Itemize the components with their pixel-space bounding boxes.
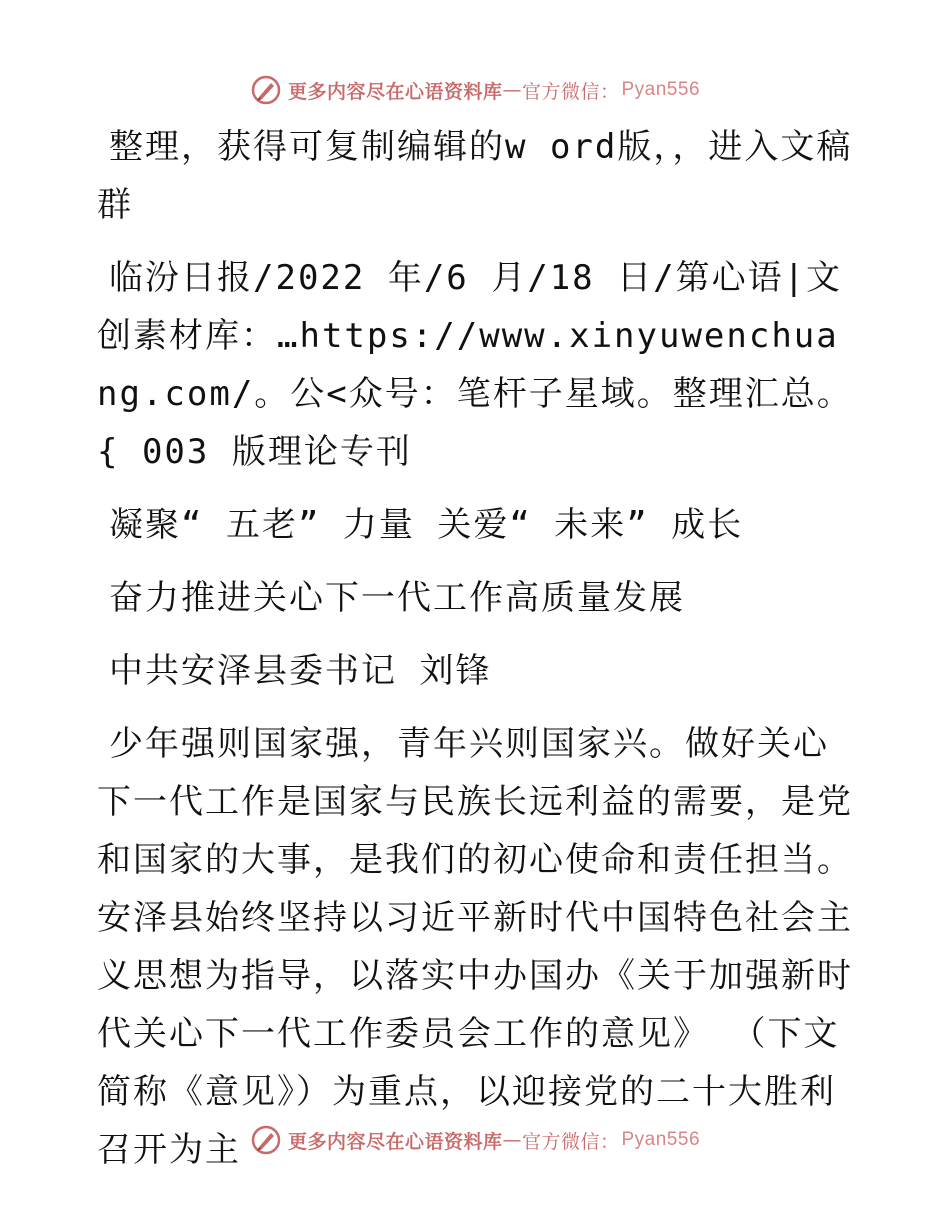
article-subtitle: 奋力推进关心下一代工作高质量发展 — [109, 578, 685, 618]
banner-separator: — — [502, 1129, 522, 1151]
pen-logo-icon — [250, 1124, 282, 1156]
banner-wechat-id: Pyan556 — [621, 79, 701, 100]
banner-text: 更多内容尽在心语资料库 — [287, 80, 503, 103]
paragraph-body: 少年强则国家强，青年兴则国家兴。做好关心下一代工作是国家与民族长远利益的需要，是党和国家的大事，是我们的初心使命和责任担当。安泽县始终坚持以习近平新时代中国特色社会主义思想为指导，以落实中办国办《关于加强新时代关心下一代工作委员会工作的意见》 （下文简称《意见》）为重点，以迎接党的二十大胜利召开为主 — [97, 724, 853, 1170]
article-author: 中共安泽县委书记 刘锋 — [109, 651, 492, 691]
banner-text: 更多内容尽在心语资料库 — [287, 1130, 503, 1153]
banner-separator: — — [502, 79, 522, 101]
footer-watermark-banner — [0, 1120, 950, 1160]
banner-wechat-label: 官方微信： — [521, 1130, 620, 1153]
paragraph-intro: 整理，获得可复制编辑的w ord版，，进入文稿群 — [97, 127, 853, 225]
paragraph-source: 临汾日报/2022 年/6 月/18 日/第心语|文创素材库：…https://www.xinyuwenchuang.com/。公<众号：笔杆子星域。整理汇总。{ 003 版理论专刊 — [97, 258, 853, 472]
banner-wechat-label: 官方微信： — [521, 80, 620, 103]
article-title: 凝聚“ 五老” 力量 关爱“ 未来” 成长 — [109, 505, 744, 545]
header-watermark-banner — [0, 70, 950, 110]
document-body — [97, 118, 857, 1194]
banner-wechat-id: Pyan556 — [621, 1129, 701, 1150]
pen-logo-icon — [250, 74, 282, 106]
